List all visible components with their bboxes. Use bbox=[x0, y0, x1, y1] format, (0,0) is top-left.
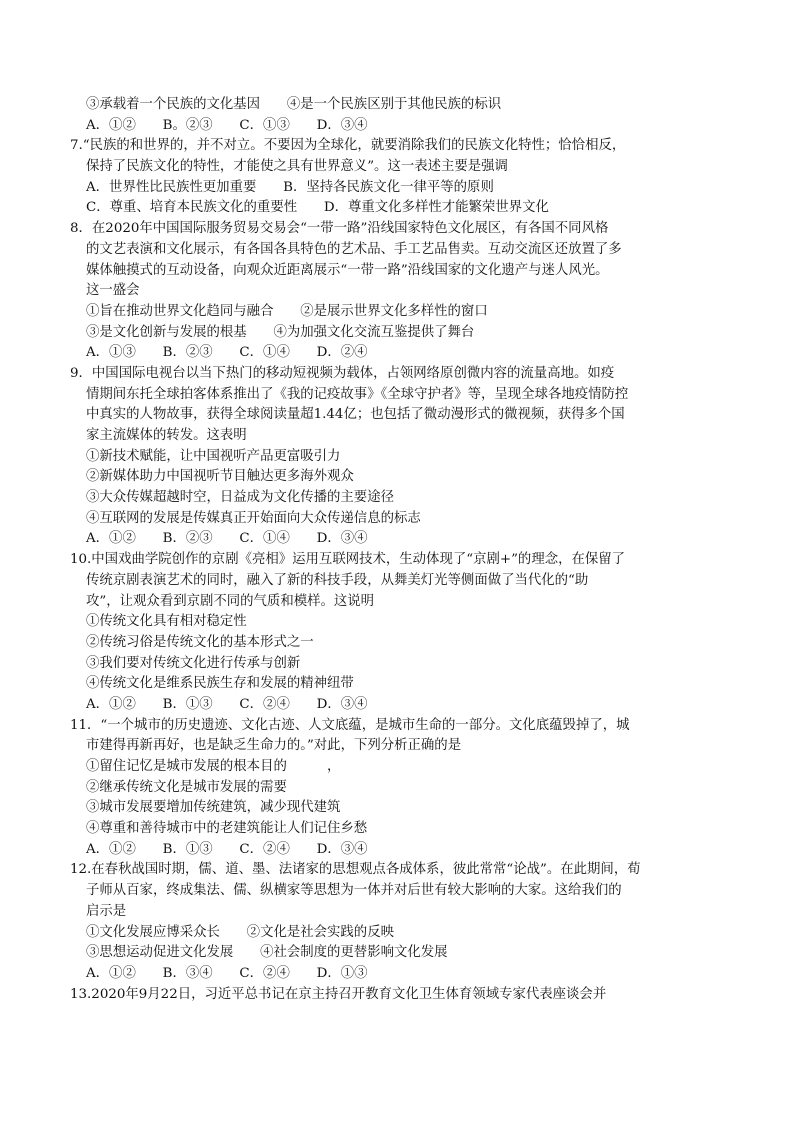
text-line: ③我们要对传统文化进行传承与创新 bbox=[86, 655, 301, 671]
text-line: 市建得再新再好，也是缺乏生命力的。”对此，下列分析正确的是 bbox=[86, 738, 462, 754]
text-line: ③是文化创新与发展的根基 ④为加强文化交流互鉴提供了舞台 bbox=[86, 324, 475, 340]
text-line: A．①② B。②③ C．①③ D．③④ bbox=[86, 117, 368, 133]
question-line: 12.在春秋战国时期，儒、道、墨、法诸家的思想观点各成体系，彼此常常“论战”。在此期间，荀 bbox=[70, 862, 641, 878]
text-line: ④传统文化是维系民族生存和发展的精神纽带 bbox=[86, 676, 354, 692]
text-line: ③承载着一个民族的文化基因 ④是一个民族区别于其他民族的标识 bbox=[86, 97, 502, 112]
text-line: ④互联网的发展是传媒真正开始面向大众传递信息的标志 bbox=[86, 510, 421, 526]
question-line: 13.2020年9月22日，习近平总书记在京主持召开教育文化卫生体育领域专家代表座谈会并 bbox=[70, 986, 607, 1002]
text-line: 情期间东托全球拍客体系推出了《我的记疫故事》《全球守护者》等，呈现全球各地疫情防控 bbox=[86, 386, 629, 402]
text-line: 这一盛会 bbox=[86, 283, 140, 299]
question-line: 7.“民族的和世界的，并不对立。不要因为全球化，就要消除我们的民族文化特性；恰恰相反， bbox=[70, 138, 626, 154]
text-line: 媒体触摸式的互动设备，向观众近距离展示“一带一路”沿线国家的文化遗产与迷人风光。 bbox=[86, 262, 609, 278]
text-line: ①传统文化具有相对稳定性 bbox=[86, 614, 247, 630]
question-line: 11．“一个城市的历史遗迹、文化古迹、人文底蕴，是城市生命的一部分。文化底蕴毁掉了，城 bbox=[70, 717, 630, 733]
text-line: ①旨在推动世界文化趋同与融合 ②是展示世界文化多样性的窗口 bbox=[86, 303, 488, 319]
question-line: 9．中国国际电视台以当下热门的移动短视频为载体，占领网络原创微内容的流量高地。如疫 bbox=[70, 365, 615, 381]
text-line: A．①② B．②③ C．①④ D．③④ bbox=[86, 531, 368, 547]
text-line: ②传统习俗是传统文化的基本形式之一 bbox=[86, 634, 314, 650]
text-line: 传统京剧表演艺术的同时，融入了新的科技手段，从舞美灯光等侧面做了当代化的“助 bbox=[86, 572, 589, 588]
text-line: ③城市发展要增加传统建筑，减少现代建筑 bbox=[86, 800, 341, 816]
text-line: 启示是 bbox=[86, 903, 127, 919]
text-line: ①新技术赋能，让中国视听产品更富吸引力 bbox=[86, 448, 341, 464]
text-line: ①文化发展应博采众长 ②文化是社会实践的反映 bbox=[86, 924, 394, 940]
text-line: 家主流媒体的转发。这表明 bbox=[86, 428, 247, 443]
text-line: C．尊重、培育本民族文化的重要性 D．尊重文化多样性才能繁荣世界文化 bbox=[86, 200, 549, 216]
text-line: A．世界性比民族性更加重要 B．坚持各民族文化一律平等的原则 bbox=[86, 179, 494, 195]
question-line: 8．在2020年中国国际服务贸易交易会“一带一路”沿线国家特色文化展区，有各国不同风格 bbox=[70, 221, 609, 237]
text-line: ③大众传媒超越时空，日益成为文化传播的主要途径 bbox=[86, 490, 394, 506]
text-line: A．①② B．①③ C．②④ D．③④ bbox=[86, 841, 368, 857]
text-line: ②继承传统文化是城市发展的需要 bbox=[86, 779, 287, 795]
text-line: 保持了民族文化的特性，才能使之具有世界意义”。这一表述主要是强调 bbox=[86, 159, 508, 175]
text-line: 中真实的人物故事，获得全球阅读量超1.44亿；也包括了微动漫形式的微视频，获得多个国 bbox=[86, 407, 625, 423]
text-line: ③思想运动促进文化发展 ④社会制度的更替影响文化发展 bbox=[86, 945, 448, 961]
text-line: ②新媒体助力中国视听节目触达更多海外观众 bbox=[86, 469, 354, 485]
text-line: ④尊重和善待城市中的老建筑能让人们记住乡愁 bbox=[86, 821, 368, 837]
text-line: A．①③ B．②③ C．①④ D．②④ bbox=[86, 345, 368, 361]
text-line: ①留住记忆是城市发展的根本目的 ， bbox=[86, 759, 341, 774]
text-line: A．①② B．③④ C．②④ D．①③ bbox=[86, 965, 368, 981]
text-line: 子师从百家，终成集法、儒、纵横家等思想为一体并对后世有较大影响的大家。这给我们的 bbox=[86, 883, 622, 899]
text-line: A．①② B．①③ C．②④ D．③④ bbox=[86, 696, 368, 712]
text-line: 攻”，让观众看到京剧不同的气质和模样。这说明 bbox=[86, 593, 375, 609]
text-line: 的文艺表演和文化展示，有各国各具特色的艺术品、手工艺品售卖。互动交流区还放置了多 bbox=[86, 241, 622, 257]
exam-page-text bbox=[70, 95, 710, 1005]
question-line: 10.中国戏曲学院创作的京剧《亮相》运用互联网技术，生动体现了“京剧+”的理念，在保留了 bbox=[70, 552, 626, 568]
